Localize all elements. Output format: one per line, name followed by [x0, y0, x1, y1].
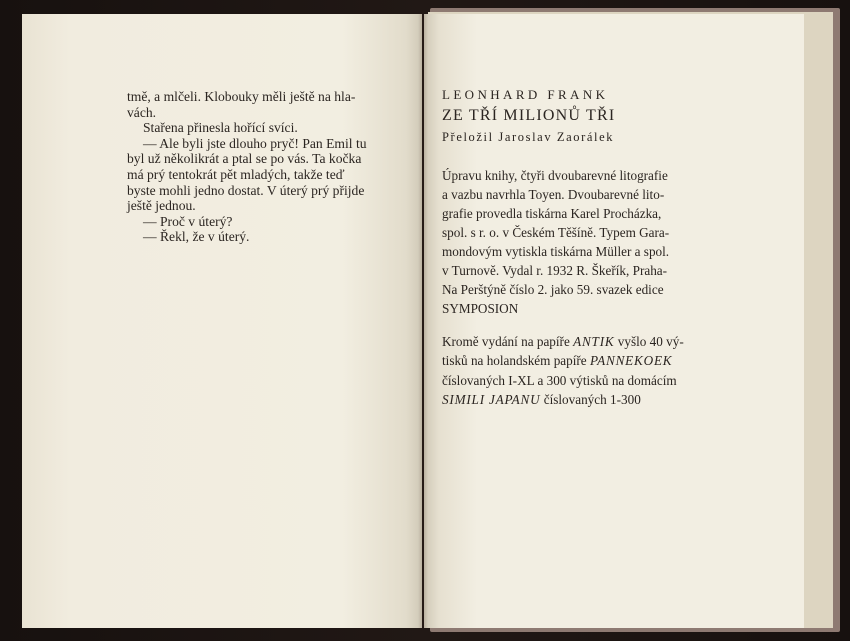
text-line: byste mohli jedno dostat. V úterý prý přijde: [127, 182, 365, 198]
colophon-line: Úpravu knihy, čtyři dvoubarevné litografie: [442, 168, 668, 183]
colophon-line: SYMPOSION: [442, 301, 519, 316]
translator-credit: Přeložil Jaroslav Zaorálek: [442, 130, 615, 144]
edition-line: číslovaných I-XL a 300 výtisků na domácím: [442, 372, 677, 388]
colophon-line: mondovým vytiskla tiskárna Müller a spol.: [442, 244, 670, 259]
text-line: — Řekl, že v úterý.: [143, 229, 250, 245]
text-line: Stařena přinesla hořící svíci.: [143, 120, 298, 136]
right-page-text: [442, 86, 708, 410]
edition-line: [442, 351, 708, 370]
edition-text: tisků na holandském papíře: [442, 353, 590, 369]
edition-line: [442, 390, 708, 409]
edition-text: číslovaných 1-300: [540, 392, 641, 408]
edition-text: Kromě vydání na papíře: [442, 334, 574, 349]
text-line: má prý tentokrát pět mladých, takže teď: [127, 166, 345, 182]
paper-name-antik: ANTIK: [573, 334, 615, 349]
text-line: tmě, a mlčeli. Klobouky měli ještě na hla-: [127, 89, 356, 104]
edition-line: [442, 332, 708, 351]
colophon-line: grafie provedla tiskárna Karel Procházka,: [442, 206, 662, 221]
colophon-line: v Turnově. Vydal r. 1932 R. Škeřík, Praha-: [442, 263, 668, 278]
text-line: byl už několikrát a ptal se po vás. Ta kočka: [127, 151, 362, 167]
text-line: — Ale byli jste dlouho pryč! Pan Emil tu: [143, 135, 367, 151]
book-gutter: [418, 14, 428, 628]
colophon-line: Na Perštýně číslo 2. jako 59. svazek edice: [442, 282, 664, 297]
edition-note: [442, 332, 708, 410]
colophon-line: a vazbu navrhla Toyen. Dvoubarevné lito-: [442, 187, 665, 202]
colophon-line: spol. s r. o. v Českém Těšíně. Typem Gara-: [442, 225, 670, 240]
colophon: [442, 166, 708, 318]
edition-text: vyšlo 40 vý-: [614, 334, 684, 349]
text-line: ještě jednou.: [127, 198, 196, 214]
author-name: LEONHARD FRANK: [442, 87, 609, 102]
text-line: vách.: [127, 104, 157, 120]
book-title: ZE TŘÍ MILIONŮ TŘI: [442, 107, 616, 124]
paper-name-pannekoek: PANNEKOEK: [589, 353, 673, 369]
left-page-text: [127, 89, 390, 245]
paper-name-simili-japanu: SIMILI JAPANU: [442, 392, 541, 408]
text-line: — Proč v úterý?: [143, 213, 233, 229]
